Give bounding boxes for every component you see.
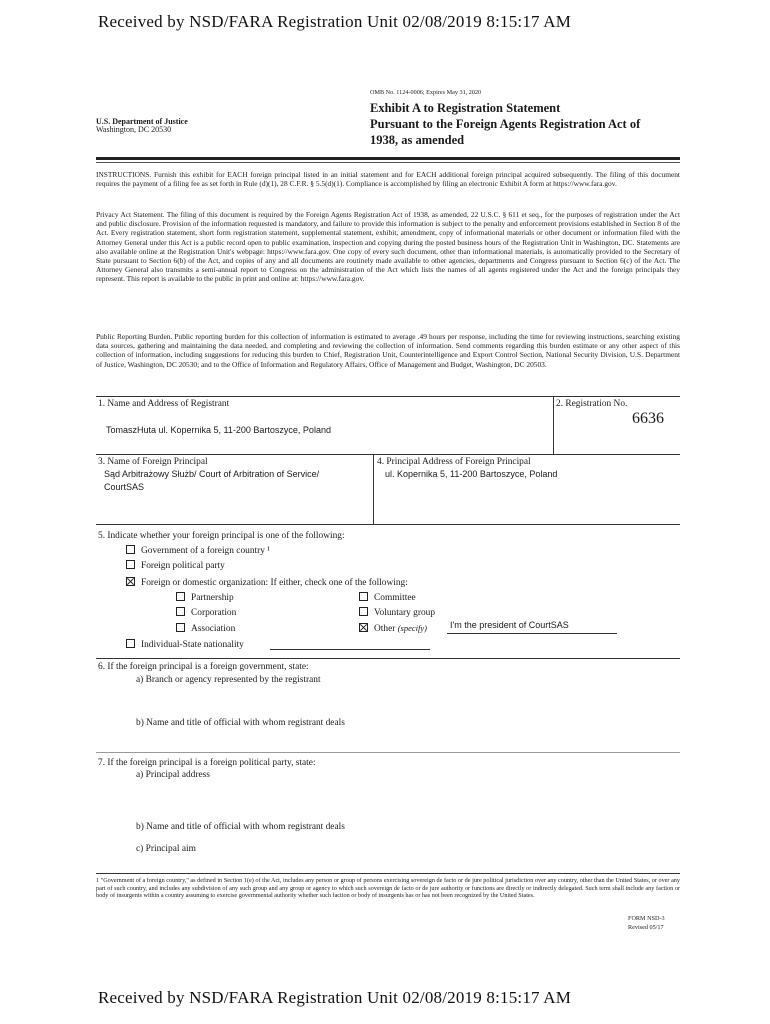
checkbox-partnership[interactable] [176, 592, 185, 601]
checkbox-government[interactable] [126, 545, 135, 554]
received-stamp-top: Received by NSD/FARA Registration Unit 02/08/2019 8:15:17 AM [98, 12, 572, 31]
q6-label: 6. If the foreign principal is a foreign government, state: [98, 662, 309, 672]
registrant-name-address[interactable]: TomaszHuta ul. Kopernika 5, 11-200 Bartoszyce, Poland [106, 425, 331, 435]
option-association-label: Association [191, 624, 236, 634]
field-3-label: 3. Name of Foreign Principal [98, 457, 208, 467]
page-title [370, 100, 640, 148]
registration-number[interactable]: 6636 [632, 410, 664, 427]
received-stamp-bottom: Received by NSD/FARA Registration Unit 02/08/2019 8:15:17 AM [98, 988, 572, 1007]
option-political-party-label: Foreign political party [141, 561, 225, 571]
option-government[interactable] [126, 545, 270, 556]
q7-top-rule [96, 752, 680, 753]
q7-b: b) Name and title of official with whom registrant deals [136, 822, 345, 832]
checkbox-political-party[interactable] [126, 560, 135, 569]
checkbox-committee[interactable] [359, 592, 368, 601]
option-organization-label: Foreign or domestic organization: If either, check one of the following: [141, 578, 408, 588]
department-name: U.S. Department of Justice [96, 117, 188, 126]
title-line-2: Pursuant to the Foreign Agents Registration Act of [370, 117, 641, 131]
option-partnership-label: Partnership [191, 593, 234, 603]
foreign-principal-name-1[interactable]: Sąd Arbitrażowy Służb/ Court of Arbitration of Service/ [104, 469, 320, 479]
field-row-3-top [96, 524, 680, 525]
option-other-specify: (specify) [397, 623, 427, 633]
foreign-principal-address[interactable]: ul. Kopernika 5, 11-200 Bartoszyce, Poland [385, 469, 558, 479]
option-committee-label: Committee [374, 593, 416, 603]
header-rule [96, 157, 680, 160]
checkbox-corporation[interactable] [176, 607, 185, 616]
omb-number: OMB No. 1124-0006; Expires May 31, 2020 [370, 89, 482, 96]
option-political-party[interactable] [126, 560, 225, 571]
option-voluntary-group[interactable] [359, 607, 435, 618]
checkbox-association[interactable] [176, 623, 185, 632]
title-line-1: Exhibit A to Registration Statement [370, 101, 561, 115]
other-specify-line [447, 633, 617, 634]
checkbox-other-checked[interactable] [359, 623, 368, 632]
option-association[interactable] [176, 623, 235, 634]
burden-paragraph: Public Reporting Burden. Public reporting burden for this collection of information is estimated to average .49 hours per response, including the time for reviewing instructions, searching existing data sources, gathering and maintaining the data needed, and completing and reviewing the collection of information. Send comments regarding this burden estimate or any other aspect of this collection of information, including suggestions for reducing this burden to Chief, Registration Unit, Counterintelligence and Export Control Section, National Security Division, U.S. Department of Justice, Washington, DC 20530; and to the Office of Information and Regulatory Affairs, Office of Management and Budget, Washington, DC 20503. [96, 332, 680, 369]
q6-a: a) Branch or agency represented by the registrant [136, 675, 321, 685]
q6-b: b) Name and title of official with whom registrant deals [136, 718, 345, 728]
field-2-divider [553, 396, 554, 454]
checkbox-voluntary-group[interactable] [359, 607, 368, 616]
option-government-label: Government of a foreign country ¹ [141, 546, 271, 556]
field-4-label: 4. Principal Address of Foreign Principal [377, 457, 531, 467]
option-organization[interactable] [126, 577, 408, 588]
footnote-text: 1 "Government of a foreign country," as defined in Section 1(e) of the Act, includes any person or group of persons exercising sovereign de facto or de jure political jurisdiction over any country, other than the United States, or over any part of such country, and includes any subdivision of any such group and any group or agency to which such sovereign de facto or de jure authority or functions are directly or indirectly delegated. Such term shall include any faction or body of insurgents within a country assuming to exercise governmental authority whether such faction or body of insurgents has or has not been recognized by the United States. [96, 877, 680, 900]
q5-label: 5. Indicate whether your foreign principal is one of the following: [98, 531, 345, 541]
field-row-2-top [96, 454, 680, 455]
q7-label: 7. If the foreign principal is a foreign political party, state: [98, 758, 316, 768]
instructions-paragraph: INSTRUCTIONS. Furnish this exhibit for EACH foreign principal listed in an initial statement and for EACH additional foreign principal acquired subsequently. The filing of this document requires the payment of a filing fee as set forth in Rule (d)(1), 28 C.F.R. § 5.5(d)(1). Compliance is accomplished by filing an electronic Exhibit A form at https://www.fara.gov. [96, 170, 680, 189]
foreign-principal-name-2[interactable]: CourtSAS [104, 482, 145, 492]
privacy-act-paragraph: Privacy Act Statement. The filing of this document is required by the Foreign Agents Registration Act of 1938, as amended, 22 U.S.C. § 611 et seq., for the purposes of registration under the Act and public disclosure. Provision of the information requested is mandatory, and failure to provide this information is subject to the penalty and enforcement provisions established in Section 8 of the Act. Every registration statement, short form registration statement, supplemental statement, exhibit, amendment, copy of informational materials or other document or information filed with the Attorney General under this Act is a public record open to public examination, inspection and copying during the posted business hours of the Registration Unit in Washington, DC. Statements are also available online at the Registration Unit's webpage: https://www.fara.gov. One copy of every such document, other than informational materials, is automatically provided to the Secretary of State pursuant to Section 6(b) of the Act, and copies of any and all documents are routinely made available to other agencies, departments and Congress pursuant to Section 6(c) of the Act. The Attorney General also transmits a semi-annual report to Congress on the administration of the Act which lists the names of all agents registered under the Act and the foreign principals they represent. This report is available to the public in print and online at: https://www.fara.gov. [96, 210, 680, 284]
q6-top-rule [96, 658, 680, 659]
q7-c: c) Principal aim [136, 844, 196, 854]
other-specify-value[interactable]: I'm the president of CourtSAS [450, 620, 569, 630]
option-partnership[interactable] [176, 592, 234, 603]
option-corporation-label: Corporation [191, 608, 237, 618]
field-row-1-top [96, 396, 680, 397]
option-other[interactable] [359, 623, 427, 634]
option-committee[interactable] [359, 592, 416, 603]
field-2-label: 2. Registration No. [556, 399, 628, 409]
checkbox-organization-checked[interactable] [126, 577, 135, 586]
field-4-divider [373, 454, 374, 524]
checkbox-individual[interactable] [126, 639, 135, 648]
field-1-label: 1. Name and Address of Registrant [98, 399, 230, 409]
header-rule-thin [96, 162, 680, 163]
footnote-rule [96, 873, 680, 874]
q7-a: a) Principal address [136, 770, 210, 780]
department-city: Washington, DC 20530 [96, 125, 172, 134]
form-revised: Revised 05/17 [628, 924, 664, 931]
nationality-line [270, 649, 430, 650]
form-number: FORM NSD-3 [628, 915, 665, 922]
option-corporation[interactable] [176, 607, 236, 618]
title-line-3: 1938, as amended [370, 133, 465, 147]
option-individual-label: Individual-State nationality [141, 640, 244, 650]
option-individual[interactable] [126, 639, 244, 650]
option-other-label: Other [374, 624, 396, 634]
option-voluntary-group-label: Voluntary group [374, 608, 436, 618]
